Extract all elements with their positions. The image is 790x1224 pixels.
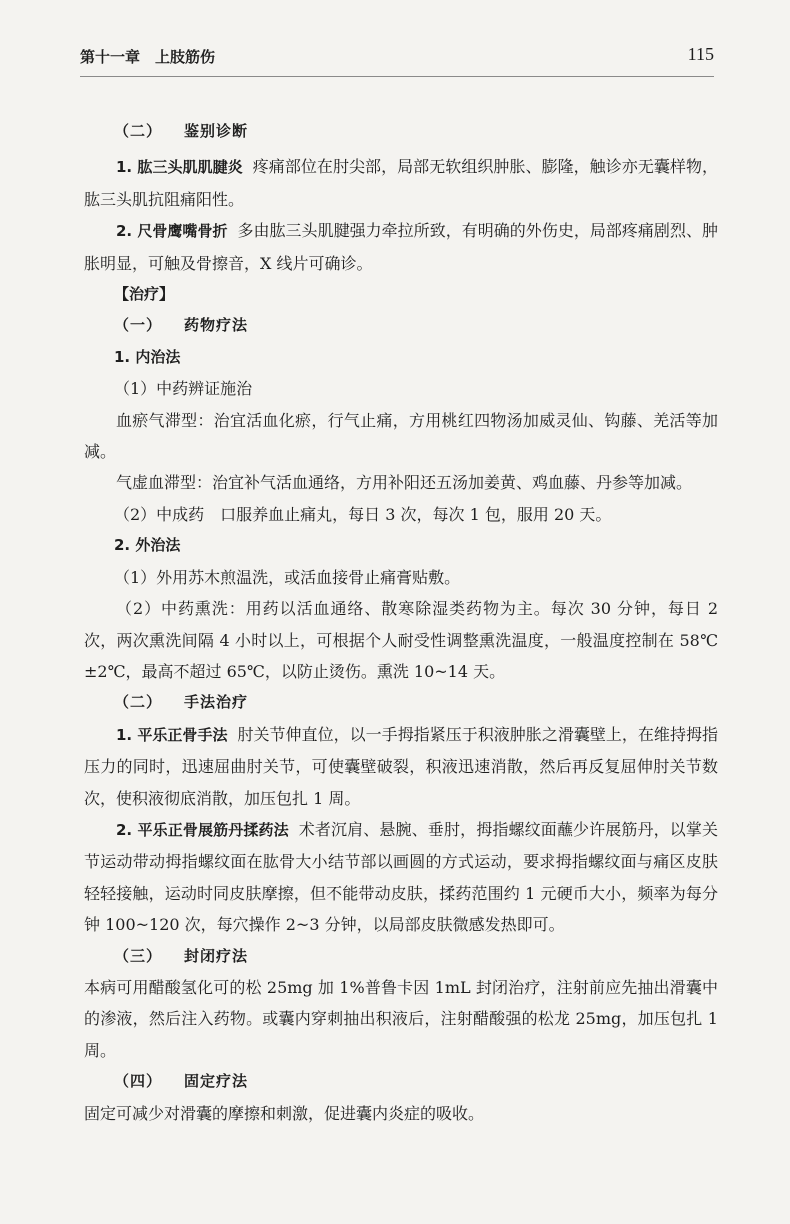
- subheading-internal: 1. 内治法: [114, 347, 181, 366]
- section-heading-differential: [84, 116, 718, 147]
- section-title: 封闭疗法: [184, 946, 249, 965]
- item-lead: 2. 尺骨鹰嘴骨折: [116, 222, 228, 241]
- item-lead: 1. 平乐正骨手法: [116, 725, 228, 744]
- item-lead: 2. 平乐正骨展筋丹揉药法: [116, 820, 289, 839]
- diag-item-2: [84, 215, 718, 279]
- section-heading-block: [84, 941, 718, 972]
- item-text: 术者沉肩、悬腕、垂肘，拇指螺纹面蘸少许展筋丹，以掌关节运动带动拇指螺纹面在肱骨大小结节部以画圆的方式运动，要求拇指螺纹面与痛区皮肤轻轻接触，运动时同皮肤摩擦，但不能带动皮肤，揉药范围约 1 元硬币大小，频率为每分钟 100~120 次，每穴操作 2~3 分钟，以局部皮肤微感发热即可。: [84, 819, 718, 935]
- fixation-text: 固定可减少对滑囊的摩擦和刺激，促进囊内炎症的吸收。: [84, 1103, 485, 1123]
- diag-item-1: [84, 151, 718, 215]
- subheading-external: 2. 外治法: [114, 536, 181, 555]
- patent-medicine: （2）中成药 口服养血止痛丸，每日 3 次，每次 1 包，服用 20 天。: [114, 504, 612, 524]
- item-lead: 1. 肱三头肌肌腱炎: [116, 158, 243, 177]
- running-header: [80, 46, 714, 74]
- manual-item-2: [84, 814, 718, 941]
- section-heading-fixation: [84, 1066, 718, 1097]
- page-number: 115: [687, 44, 714, 64]
- item-text: 疼痛部位在肘尖部，局部无软组织肿胀、膨隆，触诊亦无囊样物，肱三头肌抗阻痛阳性。: [84, 157, 718, 209]
- block-text: 本病可用醋酸氢化可的松 25mg 加 1%普鲁卡因 1mL 封闭治疗，注射前应先抽出滑囊中的渗液，然后注入药物。或囊内穿刺抽出积液后，注射醋酸强的松龙 25mg，加压包扎 1 周。: [84, 977, 718, 1060]
- qi-deficiency-type: 气虚血滞型：治宜补气活血通络，方用补阳还五汤加姜黄、鸡血藤、丹参等加减。: [116, 473, 693, 493]
- section-heading-manual: [84, 687, 718, 718]
- section-number: （四）: [114, 1072, 163, 1091]
- section-number: （三）: [114, 946, 163, 965]
- section-title: 鉴别诊断: [184, 122, 249, 140]
- item-text: 肘关节伸直位，以一手拇指紧压于积液肿胀之滑囊壁上，在维持拇指压力的同时，迅速屈曲肘关节，可使囊壁破裂，积液迅速消散，然后再反复屈伸肘关节数次，使积液彻底消散，加压包扎 1 周。: [84, 724, 718, 808]
- section-number: （一）: [114, 316, 163, 335]
- page-body: [84, 116, 718, 1129]
- external-item-2: （2）中药熏洗：用药以活血通络、散寒除湿类药物为主。每次 30 分钟，每日 2 次，两次熏洗间隔 4 小时以上，可根据个人耐受性调整熏洗温度，一般温度控制在 58℃±2℃，最高不超过 65℃，以防止烫伤。熏洗 10~14 天。: [84, 599, 718, 681]
- external-item-1: （1）外用苏木煎温洗，或活血接骨止痛膏贴敷。: [114, 567, 461, 587]
- section-number: （二）: [114, 693, 163, 712]
- manual-item-1: [84, 719, 718, 814]
- item-text: 多由肱三头肌腱强力牵拉所致，有明确的外伤史，局部疼痛剧烈、肿胀明显，可触及骨擦音，X 线片可确诊。: [84, 221, 718, 273]
- section-number: （二）: [114, 122, 163, 140]
- blood-stasis-type: 血瘀气滞型：治宜活血化瘀，行气止痛，方用桃红四物汤加威灵仙、钩藤、羌活等加减。: [84, 410, 718, 462]
- tcm-subitem: （1）中药辨证施治: [114, 379, 253, 399]
- section-title: 固定疗法: [184, 1072, 249, 1091]
- chapter-title: 第十一章 上肢筋伤: [80, 48, 216, 66]
- header-rule: [80, 76, 714, 77]
- section-title: 手法治疗: [184, 693, 249, 712]
- treatment-heading: 【治疗】: [114, 285, 175, 304]
- section-title: 药物疗法: [184, 316, 249, 335]
- section-heading-drug: [84, 310, 718, 341]
